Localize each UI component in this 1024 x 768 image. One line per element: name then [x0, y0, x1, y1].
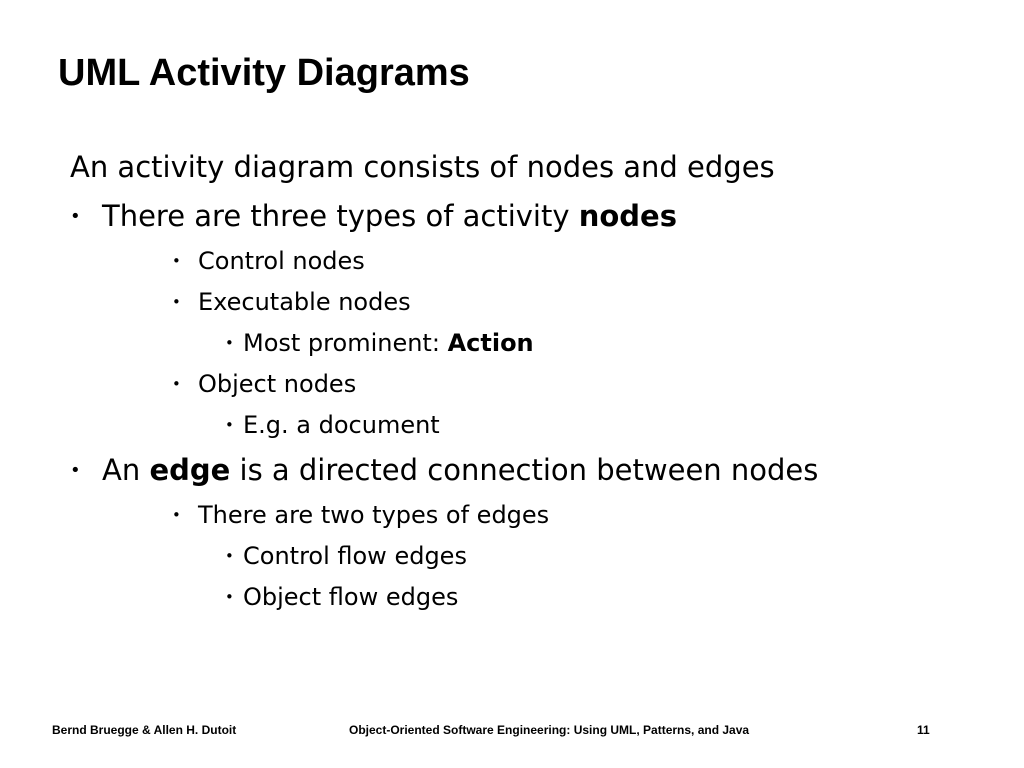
subbullet-two-types-edges-text: There are two types of edges [198, 501, 550, 529]
bullet-dot-icon: • [172, 251, 181, 270]
bullet-dot-icon: • [225, 546, 234, 565]
bullet-dot-icon: • [225, 333, 234, 352]
intro-text: An activity diagram consists of nodes and edges [70, 150, 775, 184]
intro-line [70, 150, 775, 184]
subbullet-control-nodes [172, 247, 365, 275]
bullet-edge-bold: edge [149, 453, 231, 487]
subbullet-control-nodes-text: Control nodes [198, 247, 365, 275]
subsubbullet-eg-document [225, 411, 440, 439]
footer-authors: Bernd Bruegge & Allen H. Dutoit [52, 723, 237, 737]
bullet-edge-pre: An [102, 453, 150, 487]
bullet-dot-icon: • [172, 292, 181, 311]
subsubbullet-eg-document-text: E.g. a document [243, 411, 440, 439]
bullet-dot-icon: • [172, 374, 181, 393]
subsubbullet-most-prominent [225, 329, 534, 357]
subbullet-executable-nodes-text: Executable nodes [198, 288, 411, 316]
slide-title: UML Activity Diagrams [58, 52, 470, 94]
bullet-dot-icon: • [225, 587, 234, 606]
footer-page-number: 11 [917, 723, 930, 737]
subsubbullet-object-flow-edges [225, 583, 458, 611]
bullet-dot-icon: • [172, 505, 181, 524]
subsubbullet-object-flow-edges-text: Object flow edges [243, 583, 459, 611]
subsubbullet-control-flow-edges-text: Control flow edges [243, 542, 467, 570]
bullet-dot-icon: • [70, 206, 81, 228]
subsubbullet-most-prominent-text: Most prominent: [243, 329, 448, 357]
subbullet-object-nodes [172, 370, 356, 398]
subsubbullet-control-flow-edges [225, 542, 467, 570]
bullet-dot-icon: • [225, 415, 234, 434]
subbullet-executable-nodes [172, 288, 411, 316]
subbullet-object-nodes-text: Object nodes [198, 370, 357, 398]
bullet-edge [70, 453, 818, 487]
bullet-activity-nodes-text: There are three types of activity [102, 199, 579, 233]
bullet-dot-icon: • [70, 460, 81, 482]
footer-book-title: Object-Oriented Software Engineering: Using UML, Patterns, and Java [349, 723, 750, 737]
bullet-activity-nodes [70, 199, 677, 233]
bullet-edge-post: is a directed connection between nodes [230, 453, 819, 487]
subbullet-two-types-edges [172, 501, 549, 529]
bullet-activity-nodes-bold: nodes [578, 199, 677, 233]
subsubbullet-most-prominent-bold: Action [447, 329, 534, 357]
